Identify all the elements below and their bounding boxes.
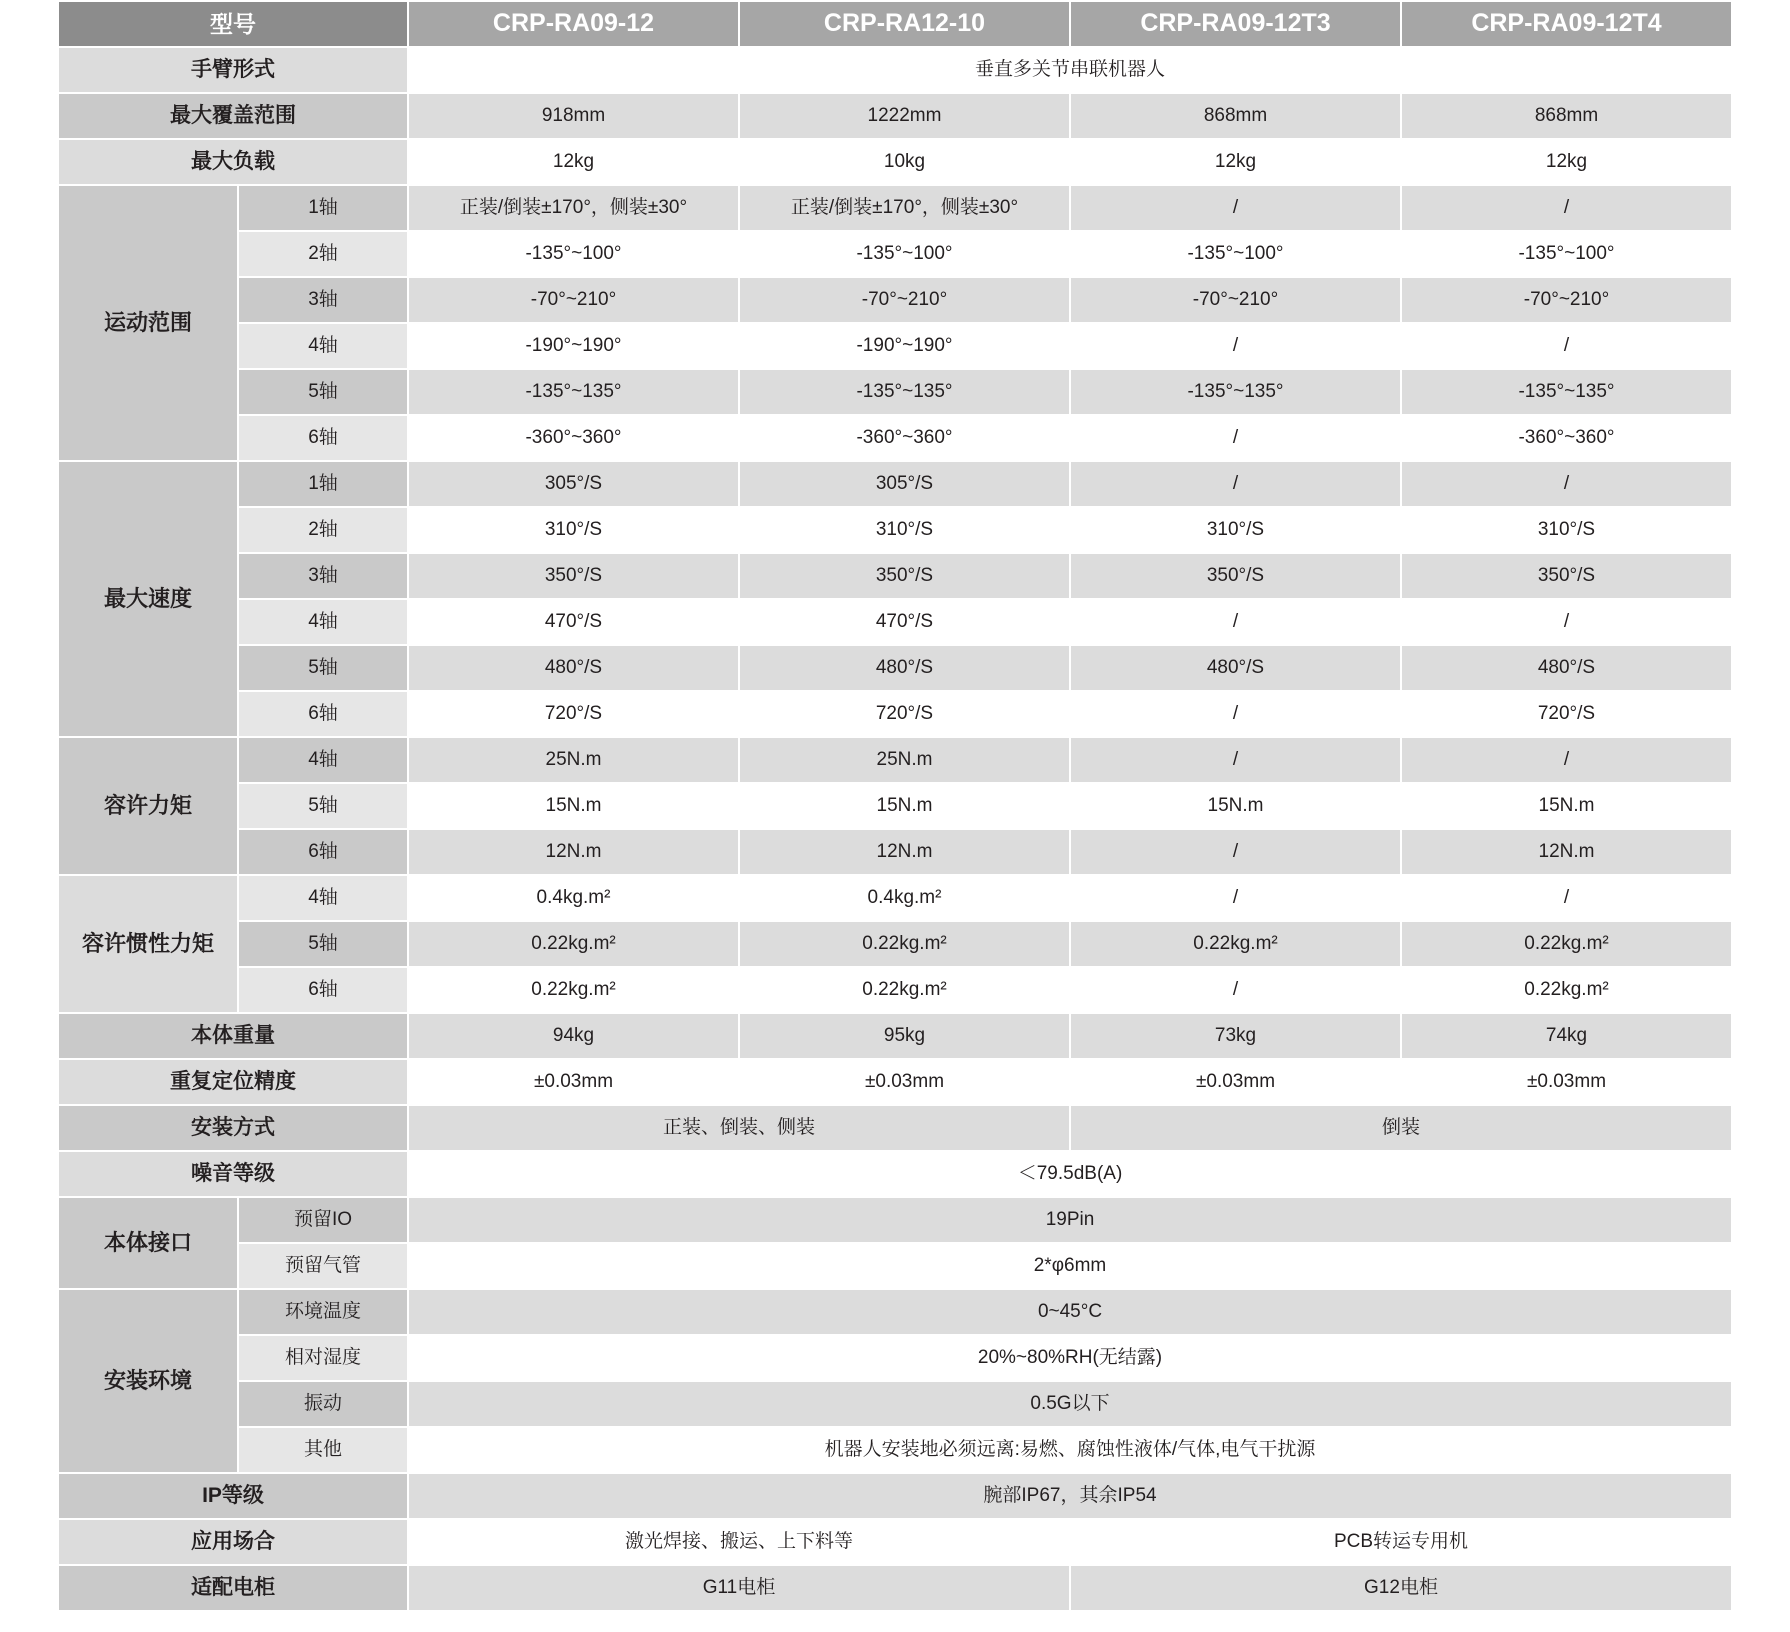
value-speed-2-1: 310°/S (408, 507, 739, 553)
table-row (58, 829, 1732, 875)
value-reserved-air: 2*φ6mm (408, 1243, 1732, 1289)
header-model-3: CRP-RA09-12T3 (1070, 1, 1401, 47)
table-row (58, 1243, 1732, 1289)
group-label-allowable-torque: 容许力矩 (58, 737, 238, 875)
value-torque-5-2: 15N.m (739, 783, 1070, 829)
value-speed-3-1: 350°/S (408, 553, 739, 599)
value-speed-3-2: 350°/S (739, 553, 1070, 599)
axis-label-motion-5: 5轴 (238, 369, 408, 415)
row-label-body-weight: 本体重量 (58, 1013, 408, 1059)
table-row (58, 185, 1732, 231)
value-motion-2-4: -135°~100° (1401, 231, 1732, 277)
table-row (58, 231, 1732, 277)
value-motion-3-1: -70°~210° (408, 277, 739, 323)
table-row (58, 369, 1732, 415)
sub-label-ambient-temp: 环境温度 (238, 1289, 408, 1335)
value-repeatability-4: ±0.03mm (1401, 1059, 1732, 1105)
value-motion-2-2: -135°~100° (739, 231, 1070, 277)
value-speed-4-2: 470°/S (739, 599, 1070, 645)
table-row (58, 1059, 1732, 1105)
value-other: 机器人安装地必须远离:易燃、腐蚀性液体/气体,电气干扰源 (408, 1427, 1732, 1473)
value-body-weight-2: 95kg (739, 1013, 1070, 1059)
value-inertia-5-2: 0.22kg.m² (739, 921, 1070, 967)
value-motion-1-2: 正装/倒装±170°，侧装±30° (739, 185, 1070, 231)
row-label-mounting: 安装方式 (58, 1105, 408, 1151)
value-torque-4-2: 25N.m (739, 737, 1070, 783)
value-humidity: 20%~80%RH(无结露) (408, 1335, 1732, 1381)
table-row (58, 277, 1732, 323)
robot-spec-table (57, 0, 1733, 1612)
value-speed-2-2: 310°/S (739, 507, 1070, 553)
group-label-body-interface: 本体接口 (58, 1197, 238, 1289)
value-torque-5-1: 15N.m (408, 783, 739, 829)
value-motion-3-4: -70°~210° (1401, 277, 1732, 323)
value-motion-2-1: -135°~100° (408, 231, 739, 277)
value-speed-5-3: 480°/S (1070, 645, 1401, 691)
value-motion-4-2: -190°~190° (739, 323, 1070, 369)
value-motion-3-2: -70°~210° (739, 277, 1070, 323)
sub-label-other: 其他 (238, 1427, 408, 1473)
group-label-max-speed: 最大速度 (58, 461, 238, 737)
value-speed-6-1: 720°/S (408, 691, 739, 737)
value-inertia-6-2: 0.22kg.m² (739, 967, 1070, 1013)
sub-label-humidity: 相对湿度 (238, 1335, 408, 1381)
value-noise: ＜79.5dB(A) (408, 1151, 1732, 1197)
value-speed-1-2: 305°/S (739, 461, 1070, 507)
table-row (58, 1013, 1732, 1059)
group-label-motion-range: 运动范围 (58, 185, 238, 461)
table-row (58, 875, 1732, 921)
value-torque-5-4: 15N.m (1401, 783, 1732, 829)
value-inertia-4-2: 0.4kg.m² (739, 875, 1070, 921)
value-speed-6-4: 720°/S (1401, 691, 1732, 737)
value-motion-1-4: / (1401, 185, 1732, 231)
row-label-application: 应用场合 (58, 1519, 408, 1565)
axis-label-inertia-6: 6轴 (238, 967, 408, 1013)
value-ambient-temp: 0~45°C (408, 1289, 1732, 1335)
axis-label-speed-6: 6轴 (238, 691, 408, 737)
axis-label-motion-1: 1轴 (238, 185, 408, 231)
value-body-weight-4: 74kg (1401, 1013, 1732, 1059)
value-mounting-a: 正装、倒装、侧装 (408, 1105, 1070, 1151)
sub-label-reserved-io: 预留IO (238, 1197, 408, 1243)
value-inertia-4-4: / (1401, 875, 1732, 921)
value-speed-1-4: / (1401, 461, 1732, 507)
value-repeatability-3: ±0.03mm (1070, 1059, 1401, 1105)
value-mounting-b: 倒装 (1070, 1105, 1732, 1151)
value-max-reach-2: 1222mm (739, 93, 1070, 139)
table-row (58, 967, 1732, 1013)
table-row (58, 47, 1732, 93)
value-motion-4-1: -190°~190° (408, 323, 739, 369)
value-reserved-io: 19Pin (408, 1197, 1732, 1243)
axis-label-motion-2: 2轴 (238, 231, 408, 277)
table-row (58, 139, 1732, 185)
value-inertia-4-1: 0.4kg.m² (408, 875, 739, 921)
value-inertia-6-3: / (1070, 967, 1401, 1013)
axis-label-torque-6: 6轴 (238, 829, 408, 875)
table-row (58, 1151, 1732, 1197)
value-max-payload-1: 12kg (408, 139, 739, 185)
axis-label-speed-3: 3轴 (238, 553, 408, 599)
table-row (58, 645, 1732, 691)
value-speed-1-3: / (1070, 461, 1401, 507)
axis-label-inertia-5: 5轴 (238, 921, 408, 967)
value-inertia-4-3: / (1070, 875, 1401, 921)
value-torque-4-4: / (1401, 737, 1732, 783)
value-arm-type: 垂直多关节串联机器人 (408, 47, 1732, 93)
row-label-repeatability: 重复定位精度 (58, 1059, 408, 1105)
value-speed-6-2: 720°/S (739, 691, 1070, 737)
value-max-reach-3: 868mm (1070, 93, 1401, 139)
value-torque-6-2: 12N.m (739, 829, 1070, 875)
value-max-payload-3: 12kg (1070, 139, 1401, 185)
table-row (58, 1427, 1732, 1473)
row-label-max-payload: 最大负载 (58, 139, 408, 185)
value-motion-6-2: -360°~360° (739, 415, 1070, 461)
value-inertia-5-1: 0.22kg.m² (408, 921, 739, 967)
value-motion-6-1: -360°~360° (408, 415, 739, 461)
value-repeatability-1: ±0.03mm (408, 1059, 739, 1105)
value-motion-5-3: -135°~135° (1070, 369, 1401, 415)
value-torque-5-3: 15N.m (1070, 783, 1401, 829)
value-inertia-5-3: 0.22kg.m² (1070, 921, 1401, 967)
header-model-4: CRP-RA09-12T4 (1401, 1, 1732, 47)
value-speed-4-3: / (1070, 599, 1401, 645)
value-cabinet-b: G12电柜 (1070, 1565, 1732, 1611)
value-speed-6-3: / (1070, 691, 1401, 737)
table-row (58, 553, 1732, 599)
row-label-max-reach: 最大覆盖范围 (58, 93, 408, 139)
row-label-ip-rating: IP等级 (58, 1473, 408, 1519)
value-body-weight-1: 94kg (408, 1013, 739, 1059)
value-vibration: 0.5G以下 (408, 1381, 1732, 1427)
value-max-reach-1: 918mm (408, 93, 739, 139)
axis-label-torque-5: 5轴 (238, 783, 408, 829)
sub-label-reserved-air: 预留气管 (238, 1243, 408, 1289)
value-torque-6-4: 12N.m (1401, 829, 1732, 875)
value-body-weight-3: 73kg (1070, 1013, 1401, 1059)
table-row (58, 1289, 1732, 1335)
table-row (58, 93, 1732, 139)
value-max-reach-4: 868mm (1401, 93, 1732, 139)
table-row (58, 415, 1732, 461)
value-ip-rating: 腕部IP67，其余IP54 (408, 1473, 1732, 1519)
value-torque-6-1: 12N.m (408, 829, 739, 875)
value-motion-3-3: -70°~210° (1070, 277, 1401, 323)
value-motion-4-3: / (1070, 323, 1401, 369)
header-model-1: CRP-RA09-12 (408, 1, 739, 47)
table-row (58, 461, 1732, 507)
table-row (58, 1197, 1732, 1243)
group-label-install-env: 安装环境 (58, 1289, 238, 1473)
value-speed-3-3: 350°/S (1070, 553, 1401, 599)
table-row (58, 1565, 1732, 1611)
value-torque-4-3: / (1070, 737, 1401, 783)
value-speed-5-4: 480°/S (1401, 645, 1732, 691)
header-model-2: CRP-RA12-10 (739, 1, 1070, 47)
value-application-b: PCB转运专用机 (1070, 1519, 1732, 1565)
value-motion-5-2: -135°~135° (739, 369, 1070, 415)
value-inertia-6-1: 0.22kg.m² (408, 967, 739, 1013)
value-motion-5-1: -135°~135° (408, 369, 739, 415)
value-max-payload-4: 12kg (1401, 139, 1732, 185)
value-speed-1-1: 305°/S (408, 461, 739, 507)
table-row (58, 599, 1732, 645)
table-row (58, 1473, 1732, 1519)
table-row (58, 323, 1732, 369)
value-cabinet-a: G11电柜 (408, 1565, 1070, 1611)
value-speed-4-4: / (1401, 599, 1732, 645)
value-speed-5-2: 480°/S (739, 645, 1070, 691)
axis-label-speed-4: 4轴 (238, 599, 408, 645)
table-row (58, 1105, 1732, 1151)
axis-label-speed-2: 2轴 (238, 507, 408, 553)
value-inertia-5-4: 0.22kg.m² (1401, 921, 1732, 967)
value-speed-2-4: 310°/S (1401, 507, 1732, 553)
axis-label-motion-3: 3轴 (238, 277, 408, 323)
value-motion-4-4: / (1401, 323, 1732, 369)
axis-label-speed-5: 5轴 (238, 645, 408, 691)
sub-label-vibration: 振动 (238, 1381, 408, 1427)
axis-label-motion-6: 6轴 (238, 415, 408, 461)
table-row (58, 507, 1732, 553)
table-row (58, 691, 1732, 737)
value-inertia-6-4: 0.22kg.m² (1401, 967, 1732, 1013)
row-label-noise: 噪音等级 (58, 1151, 408, 1197)
value-motion-1-3: / (1070, 185, 1401, 231)
value-application-a: 激光焊接、搬运、上下料等 (408, 1519, 1070, 1565)
value-max-payload-2: 10kg (739, 139, 1070, 185)
row-label-arm-type: 手臂形式 (58, 47, 408, 93)
axis-label-inertia-4: 4轴 (238, 875, 408, 921)
value-repeatability-2: ±0.03mm (739, 1059, 1070, 1105)
value-motion-6-4: -360°~360° (1401, 415, 1732, 461)
value-torque-6-3: / (1070, 829, 1401, 875)
header-model-label: 型号 (58, 1, 408, 47)
value-motion-1-1: 正装/倒装±170°，侧装±30° (408, 185, 739, 231)
value-motion-6-3: / (1070, 415, 1401, 461)
table-header-row (58, 1, 1732, 47)
axis-label-motion-4: 4轴 (238, 323, 408, 369)
value-speed-5-1: 480°/S (408, 645, 739, 691)
table-row (58, 737, 1732, 783)
group-label-allowable-inertia: 容许惯性力矩 (58, 875, 238, 1013)
table-row (58, 1381, 1732, 1427)
value-motion-5-4: -135°~135° (1401, 369, 1732, 415)
value-torque-4-1: 25N.m (408, 737, 739, 783)
table-row (58, 1335, 1732, 1381)
value-speed-2-3: 310°/S (1070, 507, 1401, 553)
axis-label-torque-4: 4轴 (238, 737, 408, 783)
value-motion-2-3: -135°~100° (1070, 231, 1401, 277)
table-row (58, 921, 1732, 967)
axis-label-speed-1: 1轴 (238, 461, 408, 507)
value-speed-4-1: 470°/S (408, 599, 739, 645)
row-label-cabinet: 适配电柜 (58, 1565, 408, 1611)
table-row (58, 1519, 1732, 1565)
table-row (58, 783, 1732, 829)
value-speed-3-4: 350°/S (1401, 553, 1732, 599)
